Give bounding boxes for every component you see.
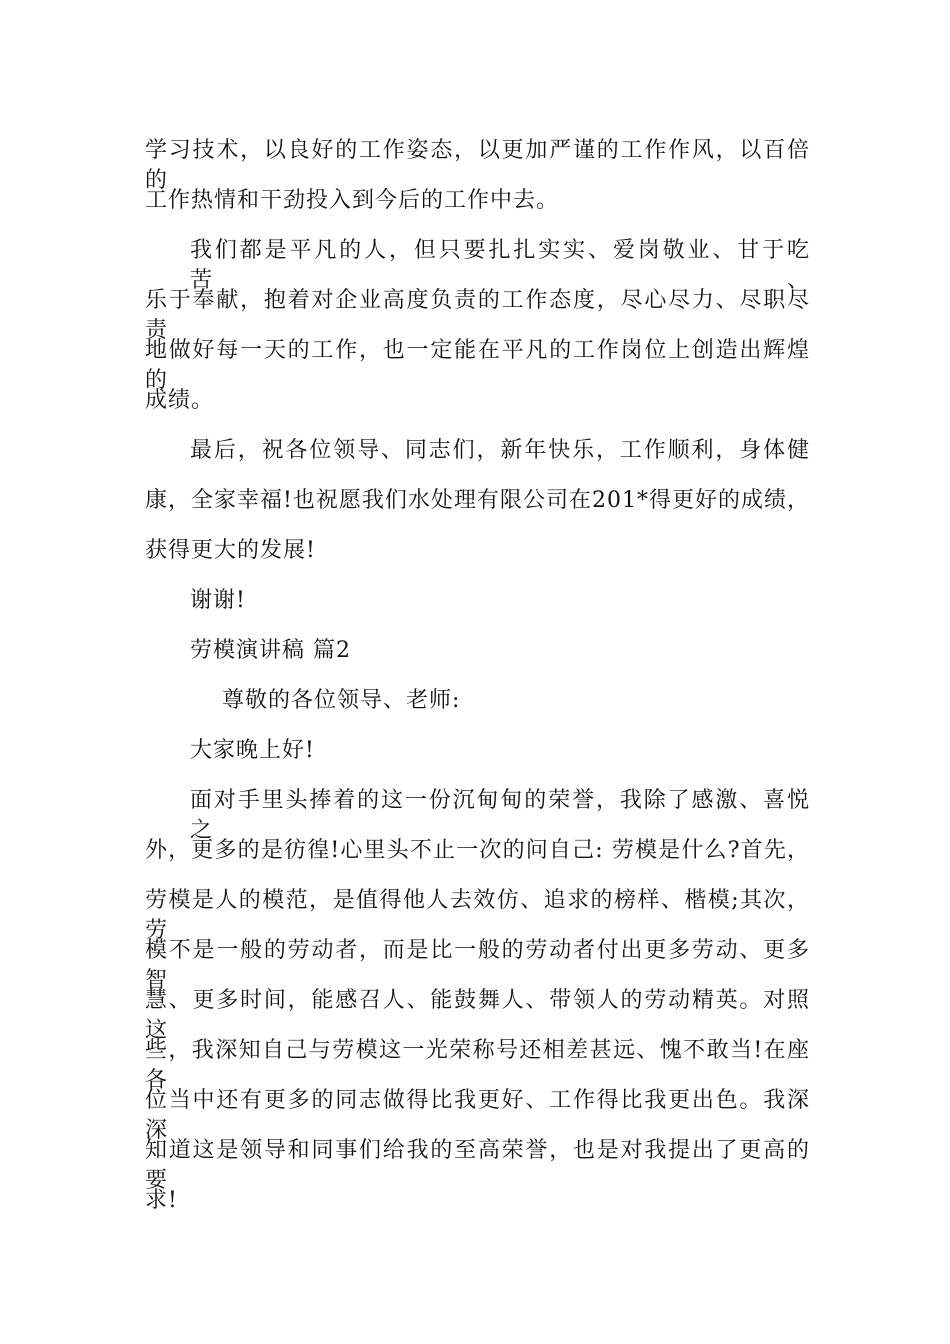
text-line-18: 慧、更多时间，能感召人、能鼓舞人、带领人的劳动精英。对照这 xyxy=(145,988,810,1043)
text-line-15: 外，更多的是彷徨!心里头不止一次的问自己: 劳模是什么?首先， xyxy=(145,838,810,863)
text-line-20: 位当中还有更多的同志做得比我更好、工作得比我更出色。我深深 xyxy=(145,1088,810,1143)
text-line-4: 乐于奉献，抱着对企业高度负责的工作态度，尽心尽力、尽职尽责 xyxy=(145,288,810,343)
text-line-19: 些，我深知自己与劳模这一光荣称号还相差甚远、愧不敢当!在座各 xyxy=(145,1038,810,1093)
thanks-line: 谢谢! xyxy=(190,588,246,613)
text-line-22: 求! xyxy=(145,1188,178,1213)
text-line-17: 模不是一般的劳动者，而是比一般的劳动者付出更多劳动、更多智 xyxy=(145,938,810,993)
text-line-3: 我们都是平凡的人，但只要扎扎实实、爱岗敬业、甘于吃苦、 xyxy=(190,238,810,293)
text-line-9: 获得更大的发展! xyxy=(145,538,316,563)
text-line-1: 学习技术，以良好的工作姿态，以更加严谨的工作作风，以百倍的 xyxy=(145,138,810,193)
section-heading: 劳模演讲稿 篇2 xyxy=(190,638,351,663)
text-line-21: 知道这是领导和同事们给我的至高荣誉，也是对我提出了更高的要 xyxy=(145,1138,810,1193)
text-line-7: 最后，祝各位领导、同志们，新年快乐，工作顺利，身体健 xyxy=(190,438,810,463)
text-line-8: 康，全家幸福!也祝愿我们水处理有限公司在201*得更好的成绩， xyxy=(145,488,810,513)
text-line-16: 劳模是人的模范，是值得他人去效仿、追求的榜样、楷模;其次，劳 xyxy=(145,888,810,943)
text-line-2: 工作热情和干劲投入到今后的工作中去。 xyxy=(145,188,560,213)
text-line-6: 成绩。 xyxy=(145,388,215,413)
text-line-14: 面对手里头捧着的这一份沉甸甸的荣誉，我除了感激、喜悦之 xyxy=(190,788,810,843)
salutation-line: 尊敬的各位领导、老师: xyxy=(222,688,461,713)
text-line-5: 地做好每一天的工作，也一定能在平凡的工作岗位上创造出辉煌的 xyxy=(145,338,810,393)
greeting-line: 大家晚上好! xyxy=(190,738,315,763)
